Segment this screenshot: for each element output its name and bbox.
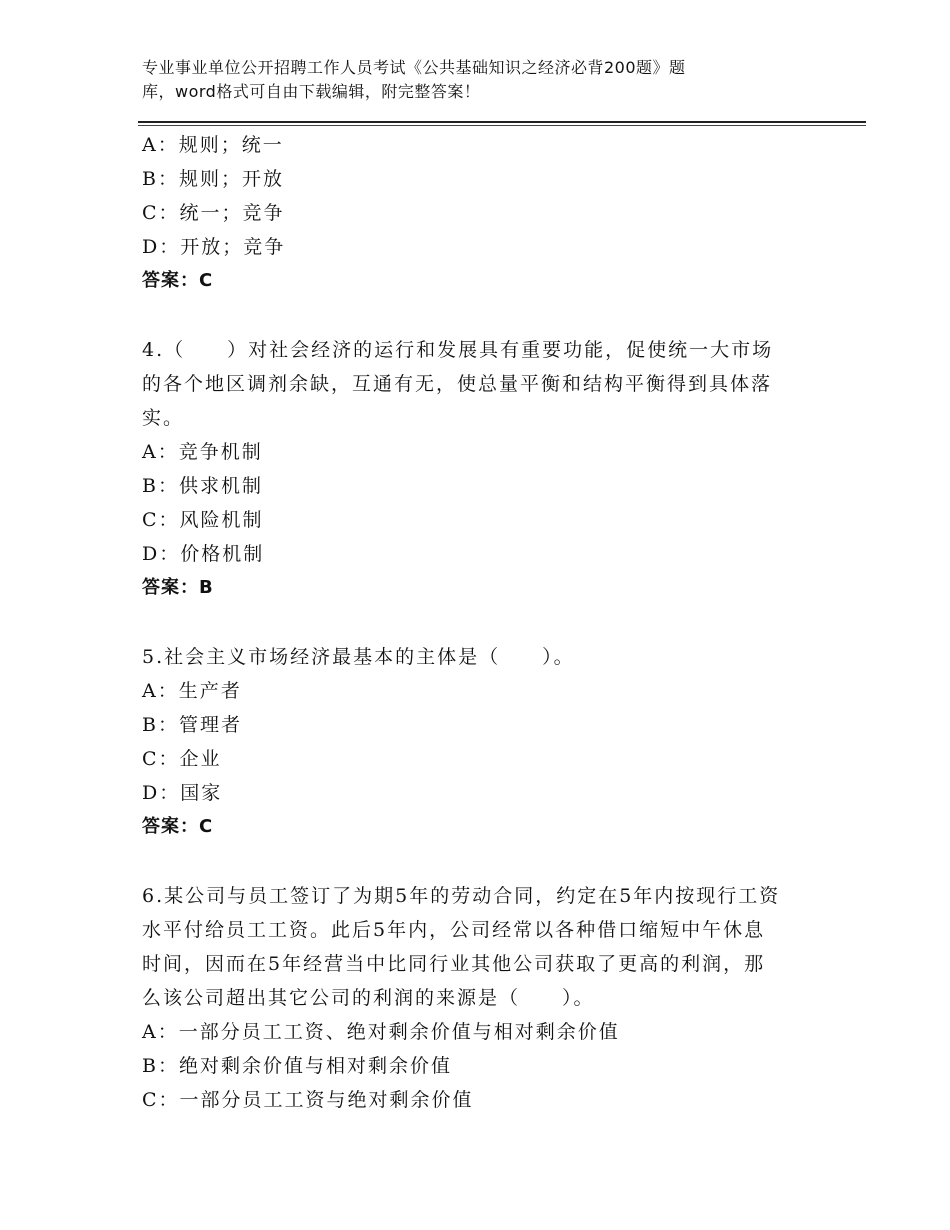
question-list xyxy=(142,128,802,1117)
document-header xyxy=(142,56,782,104)
option-c: C：统一；竞争 xyxy=(142,202,285,224)
question-3 xyxy=(142,128,802,298)
header-divider-thick xyxy=(138,121,866,123)
option-a: A：一部分员工工资、绝对剩余价值与相对剩余价值 xyxy=(142,1021,620,1043)
option-a: A：规则；统一 xyxy=(142,134,284,156)
question-4 xyxy=(142,333,802,605)
option-b: B：绝对剩余价值与相对剩余价值 xyxy=(142,1055,452,1077)
question-text-line: 4.（ ）对社会经济的运行和发展具有重要功能，促使统一大市场 xyxy=(142,339,774,361)
question-6 xyxy=(142,879,802,1117)
header-title-line-1: 专业事业单位公开招聘工作人员考试《公共基础知识之经济必背200题》题 xyxy=(142,58,686,77)
option-b: B：管理者 xyxy=(142,714,242,736)
question-text-line: 水平付给员工工资。此后5年内，公司经常以各种借口缩短中午休息 xyxy=(142,919,766,941)
option-b: B：规则；开放 xyxy=(142,168,284,190)
question-text-line: 实。 xyxy=(142,407,185,429)
option-c: C：一部分员工工资与绝对剩余价值 xyxy=(142,1089,474,1111)
spacer xyxy=(142,298,802,333)
question-text-line: 6.某公司与员工签订了为期5年的劳动合同，约定在5年内按现行工资 xyxy=(142,885,781,907)
answer: 答案：C xyxy=(142,270,214,291)
question-5 xyxy=(142,640,802,844)
header-divider-thin xyxy=(138,125,866,126)
answer: 答案：C xyxy=(142,816,214,837)
spacer xyxy=(142,844,802,879)
header-title-line-2: 库，word格式可自由下载编辑，附完整答案！ xyxy=(142,82,481,101)
question-text-line: 么该公司超出其它公司的利润的来源是（ ）。 xyxy=(142,987,595,1009)
option-c: C：风险机制 xyxy=(142,509,264,531)
option-d: D：开放；竞争 xyxy=(142,236,286,258)
answer: 答案：B xyxy=(142,577,214,598)
option-a: A：生产者 xyxy=(142,680,242,702)
option-c: C：企业 xyxy=(142,748,222,770)
question-text-line: 的各个地区调剂余缺，互通有无，使总量平衡和结构平衡得到具体落 xyxy=(142,373,773,395)
spacer xyxy=(142,605,802,640)
option-d: D：价格机制 xyxy=(142,543,265,565)
question-text-line: 5.社会主义市场经济最基本的主体是（ ）。 xyxy=(142,646,575,668)
question-text-line: 时间，因而在5年经营当中比同行业其他公司获取了更高的利润，那 xyxy=(142,953,766,975)
option-a: A：竞争机制 xyxy=(142,441,263,463)
option-d: D：国家 xyxy=(142,782,223,804)
option-b: B：供求机制 xyxy=(142,475,263,497)
